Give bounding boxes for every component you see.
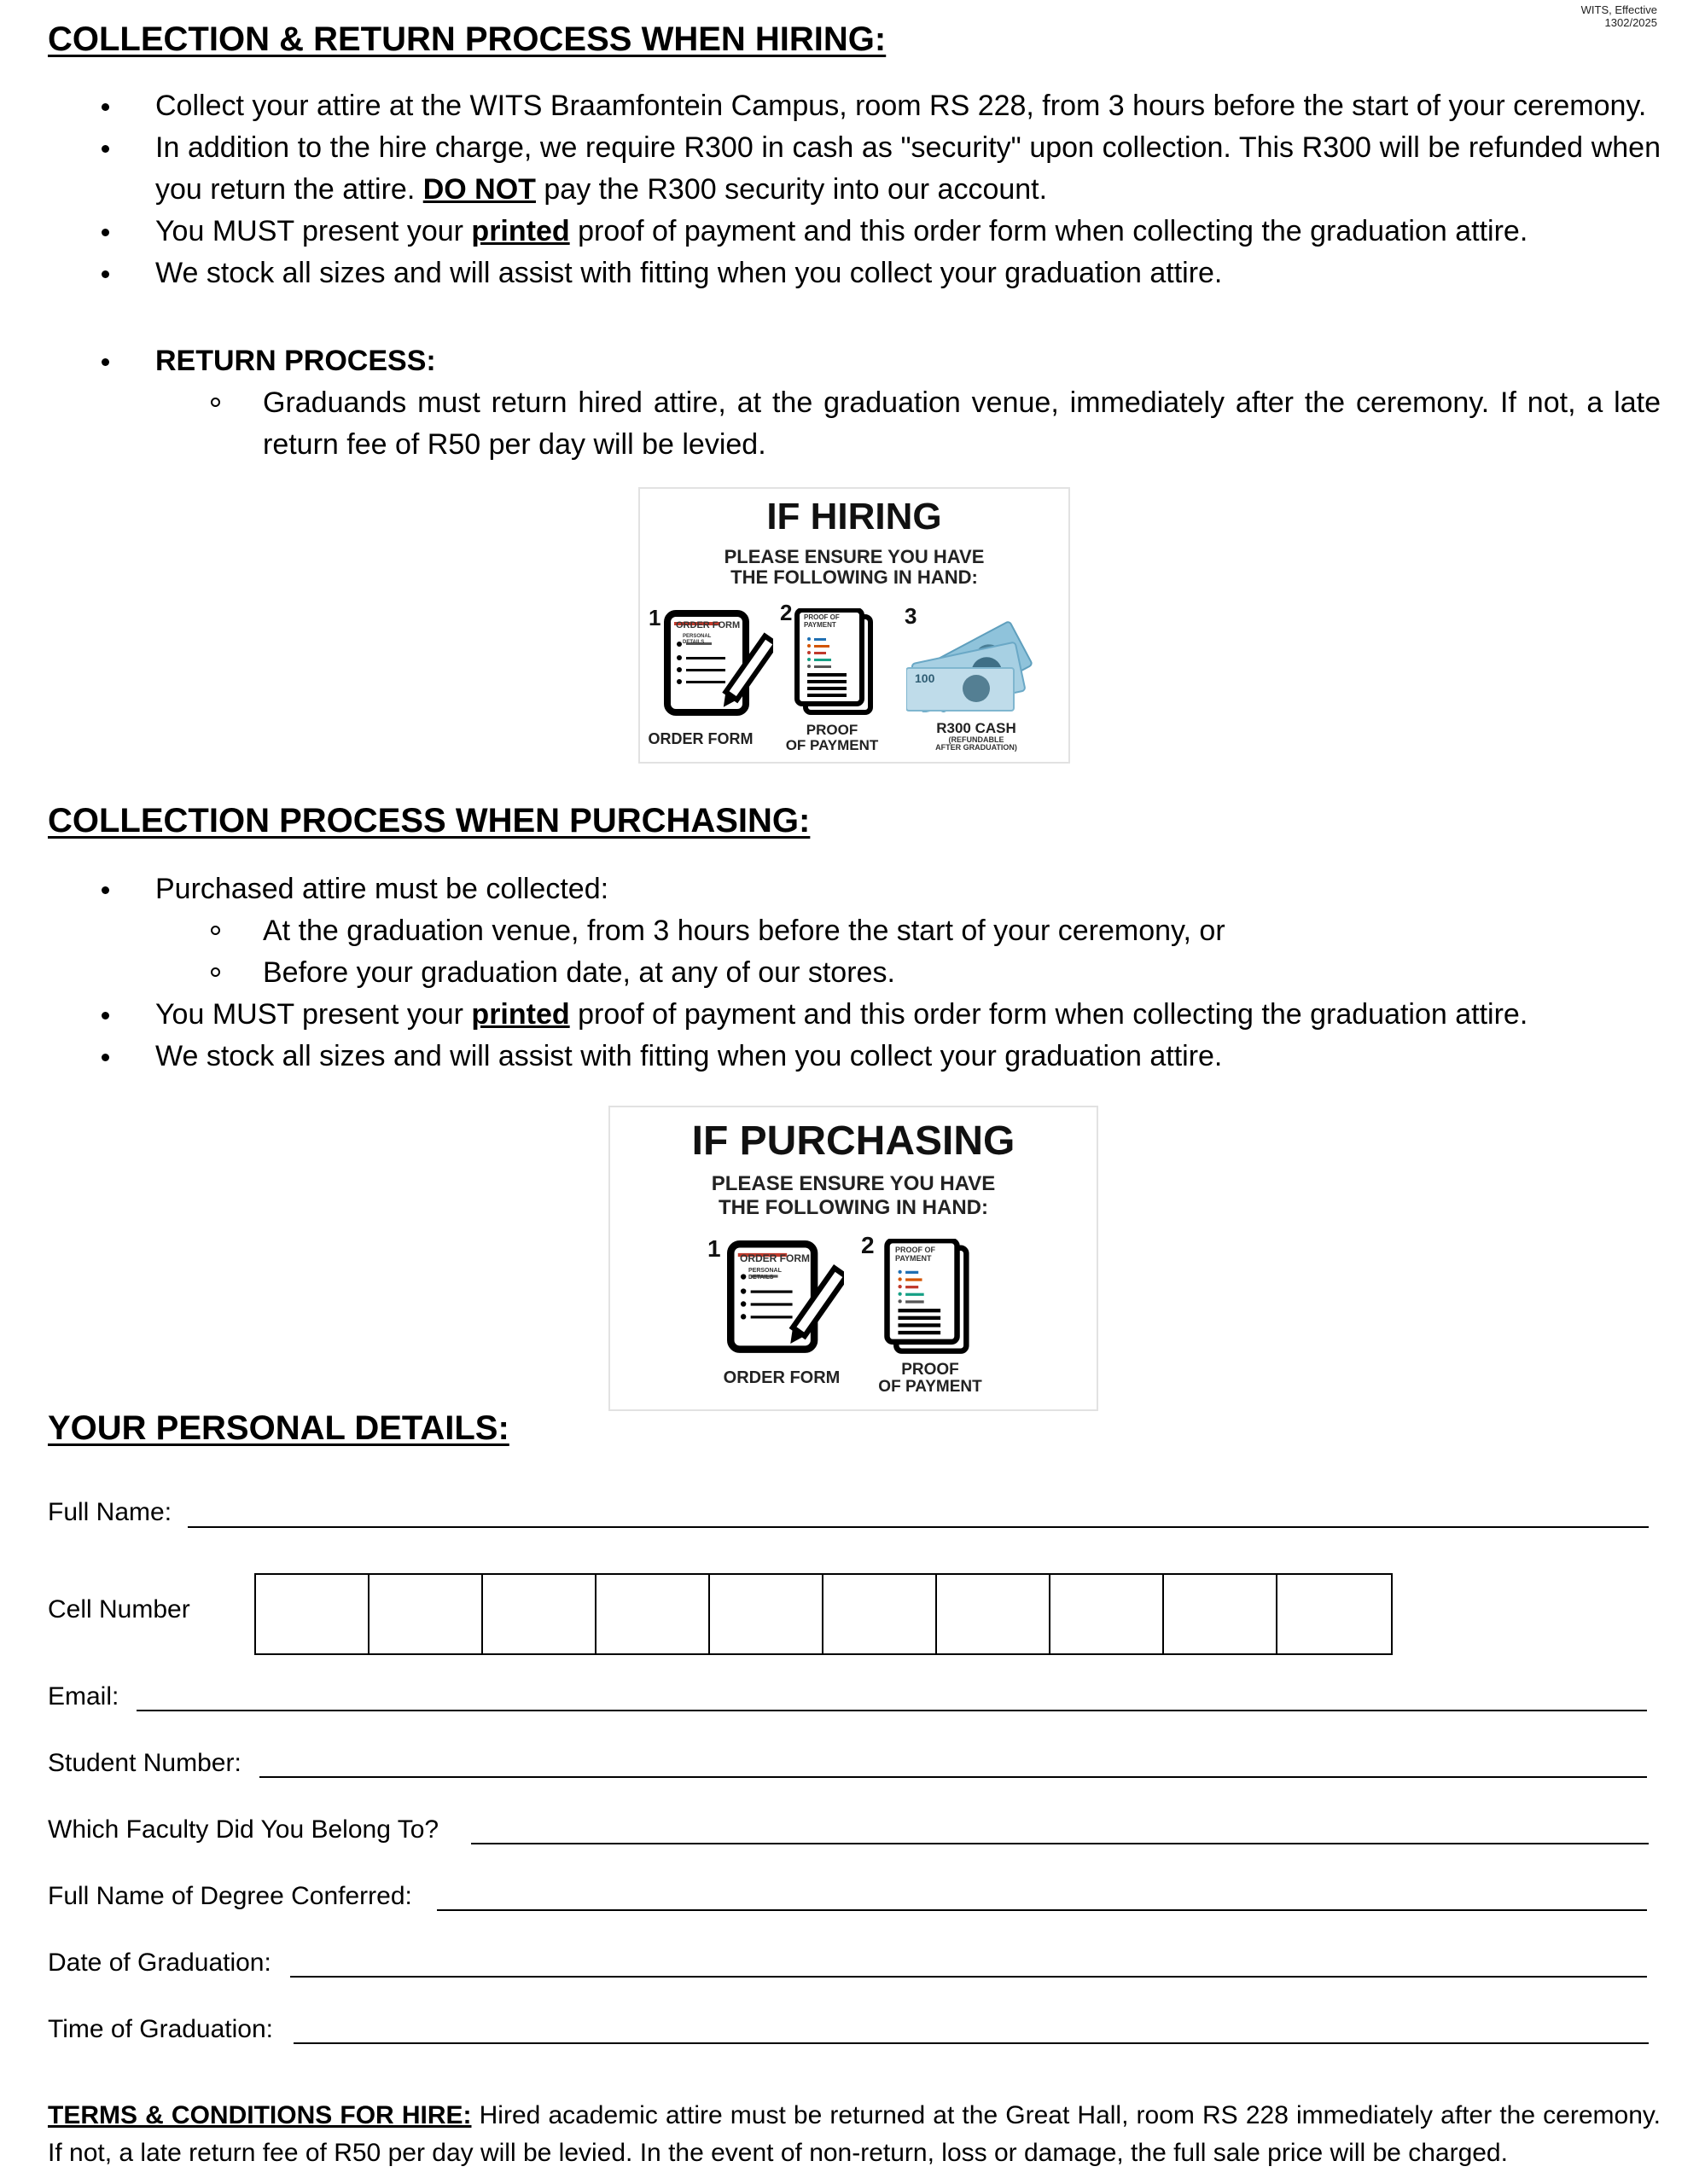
- full-name-field[interactable]: [188, 1526, 1649, 1528]
- bullet-text: We stock all sizes and will assist with fitting when you collect your graduation attire.: [155, 1040, 1223, 1072]
- if-purchasing-poster: [608, 1106, 1098, 1411]
- step-number-2: 2: [861, 1232, 875, 1258]
- bullet-text: Before your graduation date, at any of our stores.: [263, 956, 895, 989]
- list-item: [48, 340, 1661, 466]
- cell-digit-box[interactable]: [1164, 1575, 1277, 1653]
- bullet-dot: [102, 1012, 109, 1019]
- sub-bullet-ring: [211, 398, 220, 407]
- step-number-1: 1: [649, 605, 661, 630]
- return-process-title: RETURN PROCESS:: [155, 345, 436, 377]
- full-name-label: Full Name:: [48, 1498, 172, 1526]
- bullet-dot: [102, 103, 109, 111]
- bullet-text: You MUST present your: [155, 998, 472, 1031]
- bullet-text: We stock all sizes and will assist with fitting when you collect your graduation attire.: [155, 257, 1223, 289]
- return-process-list: [48, 340, 1661, 466]
- cell-digit-box[interactable]: [370, 1575, 483, 1653]
- cell-digit-box[interactable]: [710, 1575, 823, 1653]
- list-item: [155, 382, 1661, 466]
- personal-details-heading: YOUR PERSONAL DETAILS:: [48, 1409, 509, 1447]
- list-item: [48, 85, 1661, 127]
- caption-cash-2: (REFUNDABLE: [948, 735, 1004, 744]
- poster-title: IF PURCHASING: [691, 1118, 1015, 1164]
- hiring-bullets: [48, 85, 1661, 294]
- bullet-text: Purchased attire must be collected:: [155, 873, 609, 905]
- faculty-label: Which Faculty Did You Belong To?: [48, 1815, 439, 1844]
- bullet-dot: [102, 1054, 109, 1061]
- cell-digit-box[interactable]: [1277, 1575, 1391, 1653]
- caption-proof-2: OF PAYMENT: [878, 1378, 982, 1396]
- student-number-label: Student Number:: [48, 1749, 241, 1777]
- banknote-value: 100: [915, 671, 935, 685]
- graduation-date-label: Date of Graduation:: [48, 1949, 271, 1977]
- bullet-text: You MUST present your: [155, 215, 472, 247]
- terms-and-conditions: [48, 2097, 1661, 2172]
- bullet-dot: [102, 270, 109, 278]
- caption-proof-1: PROOF: [806, 722, 858, 738]
- bullet-text: proof of payment and this order form when collecting the graduation attire.: [569, 215, 1528, 247]
- order-form-header-text: ORDER FORM: [676, 620, 741, 630]
- bullet-text: At the graduation venue, from 3 hours before the start of your ceremony, or: [263, 915, 1225, 947]
- hiring-heading: COLLECTION & RETURN PROCESS WHEN HIRING:: [48, 20, 887, 58]
- step-number-2: 2: [780, 600, 793, 625]
- caption-order-form: ORDER FORM: [648, 730, 754, 747]
- caption-proof-2: OF PAYMENT: [785, 737, 879, 753]
- bullet-dot: [102, 229, 109, 236]
- order-form-small-text: PERSONAL DETAILS: [683, 634, 712, 645]
- poster-subtitle-1: PLEASE ENSURE YOU HAVE: [711, 1172, 996, 1195]
- bullet-dot: [102, 145, 109, 153]
- list-item: [48, 253, 1661, 294]
- bullet-dot: [102, 886, 109, 894]
- if-hiring-poster: [638, 487, 1070, 764]
- document-version-note: [1469, 3, 1657, 29]
- version-line-1: WITS, Effective: [1580, 3, 1657, 16]
- emphasis-text: DO NOT: [422, 173, 536, 206]
- cell-digit-box[interactable]: [823, 1575, 937, 1653]
- list-item: [48, 1036, 1661, 1077]
- graduation-time-label: Time of Graduation:: [48, 2015, 274, 2043]
- degree-label: Full Name of Degree Conferred:: [48, 1882, 412, 1910]
- bullet-dot: [102, 358, 109, 366]
- list-item: [155, 952, 1661, 994]
- caption-cash-3: AFTER GRADUATION): [935, 743, 1017, 752]
- cell-number-boxes[interactable]: [254, 1573, 1393, 1655]
- poster-subtitle-2: THE FOLLOWING IN HAND:: [719, 1196, 988, 1219]
- faculty-field[interactable]: [471, 1843, 1649, 1844]
- graduation-date-field[interactable]: [290, 1976, 1647, 1978]
- caption-proof-1: PROOF: [901, 1361, 959, 1379]
- poster-subtitle-1: PLEASE ENSURE YOU HAVE: [724, 546, 985, 567]
- email-field[interactable]: [137, 1710, 1647, 1711]
- bullet-text: In addition to the hire charge, we require R300 in cash as "security" upon collection. This R300 will be refunded when you return the attire.: [155, 131, 1661, 206]
- bullet-text: Graduands must return hired attire, at the graduation venue, immediately after the ceremony. If not, a late return fee of R50 per day will be levied.: [263, 386, 1661, 461]
- caption-cash: R300 CASH: [936, 720, 1016, 736]
- email-label: Email:: [48, 1682, 119, 1711]
- student-number-field[interactable]: [259, 1776, 1647, 1778]
- list-item: [48, 211, 1661, 253]
- proof-header-text: PROOF OF PAYMENT: [895, 1246, 935, 1263]
- step-number-3: 3: [905, 603, 917, 629]
- emphasis-text: printed: [471, 998, 570, 1031]
- cell-digit-box[interactable]: [256, 1575, 370, 1653]
- degree-field[interactable]: [437, 1909, 1647, 1911]
- cell-digit-box[interactable]: [1050, 1575, 1164, 1653]
- list-item: [48, 868, 1661, 994]
- purchasing-heading: COLLECTION PROCESS WHEN PURCHASING:: [48, 802, 811, 839]
- cell-digit-box[interactable]: [937, 1575, 1050, 1653]
- terms-label: TERMS & CONDITIONS FOR HIRE:: [48, 2101, 472, 2129]
- sub-bullet-ring: [211, 926, 220, 935]
- order-form-header-text: ORDER FORM: [740, 1252, 810, 1264]
- bullet-text: pay the R300 security into our account.: [535, 173, 1048, 206]
- list-item: [48, 994, 1661, 1036]
- sub-bullet-ring: [211, 967, 220, 977]
- terms-text: Hired academic attire must be returned at the Great Hall, room RS 228 immediately after the ceremony. If not, a late return fee of R50 per day will be levied. In the event of non-return, loss or damage, the full sale price will be charged.: [48, 2101, 1661, 2167]
- graduation-time-field[interactable]: [294, 2042, 1649, 2044]
- list-item: [48, 127, 1661, 211]
- bullet-text: proof of payment and this order form when collecting the graduation attire.: [569, 998, 1528, 1031]
- emphasis-text: printed: [471, 215, 570, 247]
- purchasing-bullets: [48, 868, 1661, 1077]
- step-number-1: 1: [707, 1235, 721, 1262]
- cell-digit-box[interactable]: [483, 1575, 596, 1653]
- bullet-text: Collect your attire at the WITS Braamfontein Campus, room RS 228, from 3 hours before the start of your ceremony.: [155, 90, 1647, 122]
- caption-order-form: ORDER FORM: [723, 1368, 841, 1387]
- banknotes-icon: [906, 617, 1043, 712]
- version-line-2: 1302/2025: [1604, 16, 1657, 29]
- cell-digit-box[interactable]: [596, 1575, 710, 1653]
- poster-subtitle-2: THE FOLLOWING IN HAND:: [730, 566, 978, 588]
- order-form-small-text: PERSONAL DETAILS: [748, 1268, 782, 1281]
- cell-number-label: Cell Number: [48, 1595, 190, 1623]
- poster-title: IF HIRING: [766, 496, 942, 537]
- proof-header-text: PROOF OF PAYMENT: [804, 613, 840, 629]
- list-item: [155, 910, 1661, 952]
